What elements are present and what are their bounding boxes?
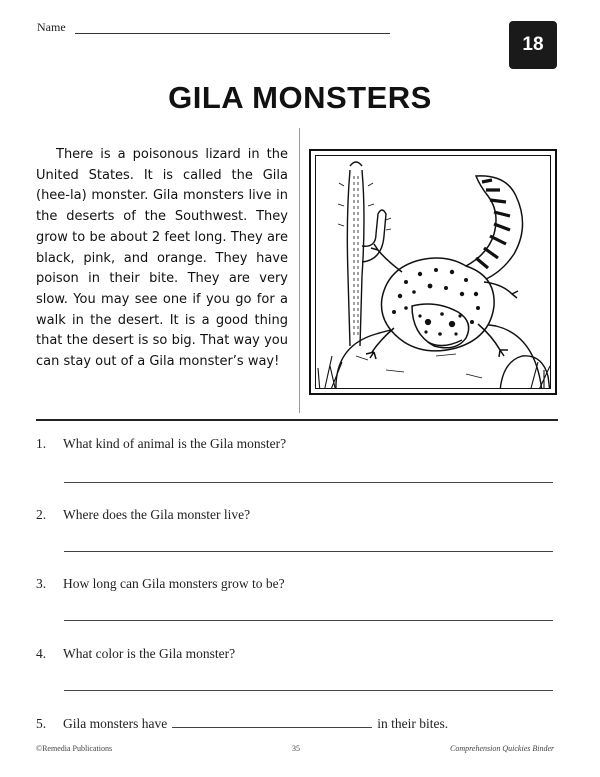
lizard-icon	[366, 176, 523, 359]
name-label: Name	[37, 20, 66, 34]
question-1	[36, 436, 286, 452]
footer-book-title: Comprehension Quickies Binder	[450, 744, 555, 753]
question-text: How long can Gila monsters grow to be?	[63, 576, 285, 591]
question-number: 3.	[36, 576, 47, 591]
question-number: 4.	[36, 646, 47, 661]
section-divider	[36, 419, 558, 421]
gila-monster-illustration	[309, 149, 557, 395]
grass-icon	[318, 356, 550, 389]
page-badge: 18	[509, 21, 557, 69]
reading-passage	[36, 145, 288, 373]
question-text: What color is the Gila monster?	[63, 646, 236, 661]
question-text-before: Gila monsters have	[63, 716, 168, 731]
question-text: What kind of animal is the Gila monster?	[63, 436, 287, 451]
answer-line-2[interactable]	[64, 551, 553, 552]
gila-monster-drawing	[316, 156, 551, 389]
passage-text: There is a poisonous lizard in the United States. It is called the Gila (hee-la) monster. Gila monsters live in the deserts of the Southwest. They grow to be about 2 feet long. They are black, pink, and orange. They have poison in their bite. They are very slow. You may see one if you go for a walk in the desert. It is a good thing that the desert is so big. That way you can stay out of a Gila monster’s way!	[36, 147, 288, 370]
column-divider	[299, 128, 300, 413]
question-text: Where does the Gila monster live?	[63, 507, 251, 522]
answer-line-3[interactable]	[64, 620, 553, 621]
footer-page-number: 35	[292, 744, 300, 753]
page-title: GILA MONSTERS	[168, 80, 432, 115]
question-number: 1.	[36, 436, 47, 451]
question-3	[36, 576, 285, 592]
question-2	[36, 507, 250, 523]
cactus-icon	[338, 162, 391, 346]
footer-publisher: ©Remedia Publications	[36, 744, 113, 753]
question-4	[36, 646, 235, 662]
answer-line-4[interactable]	[64, 690, 553, 691]
question-number: 2.	[36, 507, 47, 522]
illustration-frame	[315, 155, 551, 389]
question-text-after: in their bites.	[377, 716, 449, 731]
question-number: 5.	[36, 716, 47, 731]
name-line[interactable]	[75, 33, 390, 34]
fill-in-blank[interactable]	[172, 715, 372, 728]
answer-line-1[interactable]	[64, 482, 553, 483]
question-5	[36, 715, 448, 732]
